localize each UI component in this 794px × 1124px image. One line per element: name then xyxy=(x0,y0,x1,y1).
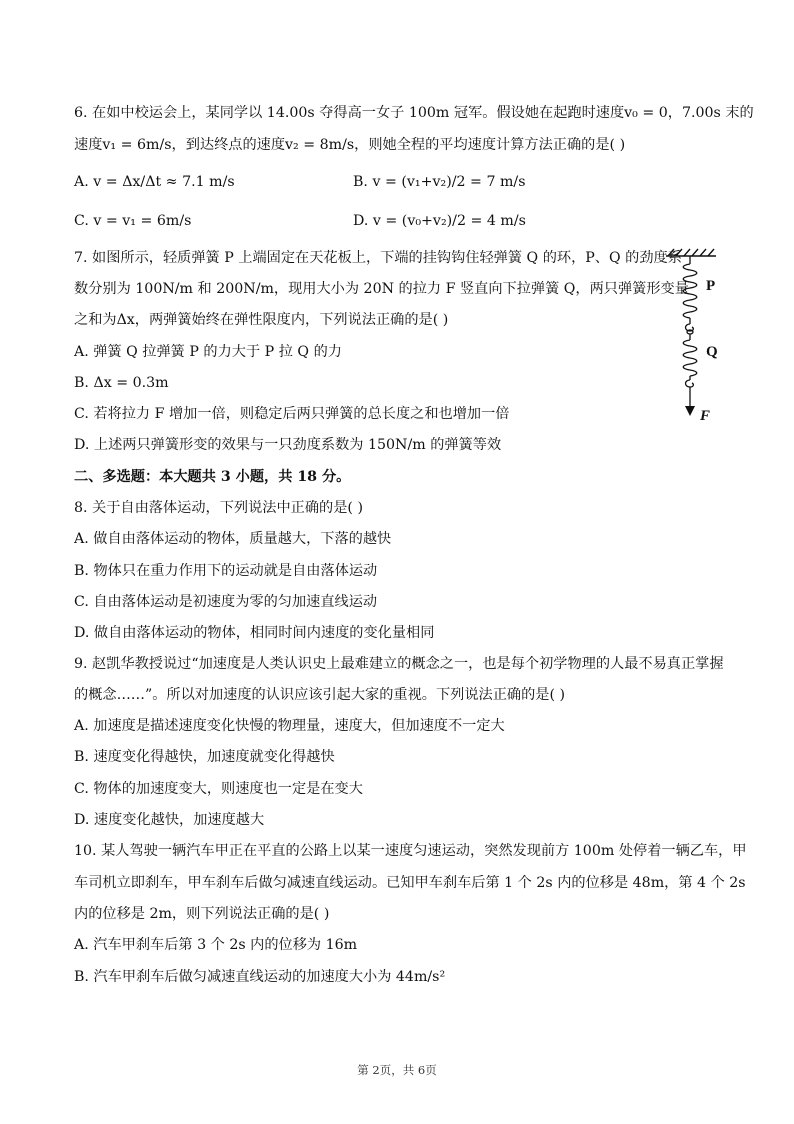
q7-stem-line-1: 7. 如图所示，轻质弹簧 P 上端固定在天花板上，下端的挂钩钩住轻弹簧 Q 的环，P、Q 的劲度系 xyxy=(74,250,682,266)
spring-q-hook xyxy=(686,380,694,387)
q9-option-c: C. 物体的加速度变大，则速度也一定是在变大 xyxy=(74,781,363,797)
q10-option-a: A. 汽车甲刹车后第 3 个 2s 内的位移为 16m xyxy=(74,937,358,953)
q8-option-d: D. 做自由落体运动的物体，相同时间内速度的变化量相同 xyxy=(74,625,435,641)
q8-option-c: C. 自由落体运动是初速度为零的匀加速直线运动 xyxy=(74,594,378,610)
q9-stem-line-1: 9. 赵凯华教授说过“加速度是人类认识史上最难建立的概念之一，也是每个初学物理的人最不易真正掌握 xyxy=(74,656,724,672)
q6-option-c: C. v = v₁ = 6m/s xyxy=(74,213,192,229)
q6-stem-line-1: 6. 在如中校运会上，某同学以 14.00s 夺得高一女子 100m 冠军。假设她在起跑时速度v₀ = 0，7.00s 末的 xyxy=(74,105,754,121)
q6-option-a: A. v = Δx/Δt ≈ 7.1 m/s xyxy=(74,174,235,190)
q7-option-c: C. 若将拉力 F 增加一倍，则稳定后两只弹簧的总长度之和也增加一倍 xyxy=(74,406,510,422)
spring-q-ring xyxy=(687,330,693,334)
spring-diagram xyxy=(660,248,730,433)
q6-option-d: D. v = (v₀+v₂)/2 = 4 m/s xyxy=(353,213,526,229)
q8-option-a: A. 做自由落体运动的物体，质量越大，下落的越快 xyxy=(74,531,392,547)
q10-stem-line-3: 内的位移是 2m，则下列说法正确的是( ) xyxy=(74,906,330,922)
q7-option-a: A. 弹簧 Q 拉弹簧 P 的力大于 P 拉 Q 的力 xyxy=(74,344,342,360)
label-f: F xyxy=(700,408,711,424)
q6-option-b: B. v = (v₁+v₂)/2 = 7 m/s xyxy=(353,174,526,190)
q7-option-b: B. Δx = 0.3m xyxy=(74,375,169,391)
section-header-multiple-choice: 二、多选题：本大题共 3 小题，共 18 分。 xyxy=(74,469,351,485)
label-q: Q xyxy=(706,344,718,360)
q9-option-a: A. 加速度是描述速度变化快慢的物理量，速度大，但加速度不一定大 xyxy=(74,718,505,734)
q9-stem-line-2: 的概念……”。所以对加速度的认识应该引起大家的重视。下列说法正确的是( ) xyxy=(74,687,566,703)
spring-q-coil xyxy=(683,340,697,376)
q7-option-d: D. 上述两只弹簧形变的效果与一只劲度系数为 150N/m 的弹簧等效 xyxy=(74,437,502,453)
q10-option-b: B. 汽车甲刹车后做匀减速直线运动的加速度大小为 44m/s² xyxy=(74,969,446,985)
ceiling-hatch xyxy=(666,249,716,256)
q10-stem-line-1: 10. 某人驾驶一辆汽车甲正在平直的公路上以某一速度匀速运动，突然发现前方 100m 处停着一辆乙车，甲 xyxy=(74,843,747,859)
q7-stem-line-3: 之和为Δx，两弹簧始终在弹性限度内，下列说法正确的是( ) xyxy=(74,312,449,328)
q7-stem-line-2: 数分别为 100N/m 和 200N/m，现用大小为 20N 的拉力 F 竖直向下拉弹簧 Q，两只弹簧形变量 xyxy=(74,281,689,297)
q6-stem-line-2: 速度v₁ = 6m/s，到达终点的速度v₂ = 8m/s，则她全程的平均速度计算方法正确的是( ) xyxy=(74,137,626,153)
q9-option-d: D. 速度变化越快，加速度越大 xyxy=(74,812,265,828)
q10-stem-line-2: 车司机立即刹车，甲车刹车后做匀减速直线运动。已知甲车刹车后第 1 个 2s 内的位移是 48m，第 4 个 2s xyxy=(74,875,746,891)
page-footer: 第 2页，共 6页 xyxy=(357,1063,437,1077)
force-arrowhead xyxy=(685,406,695,416)
q8-stem-line-1: 8. 关于自由落体运动，下列说法中正确的是( ) xyxy=(74,500,364,516)
spring-p-coil xyxy=(683,264,697,318)
q9-option-b: B. 速度变化得越快，加速度就变化得越快 xyxy=(74,749,335,765)
label-p: P xyxy=(706,278,716,294)
q8-option-b: B. 物体只在重力作用下的运动就是自由落体运动 xyxy=(74,563,378,579)
